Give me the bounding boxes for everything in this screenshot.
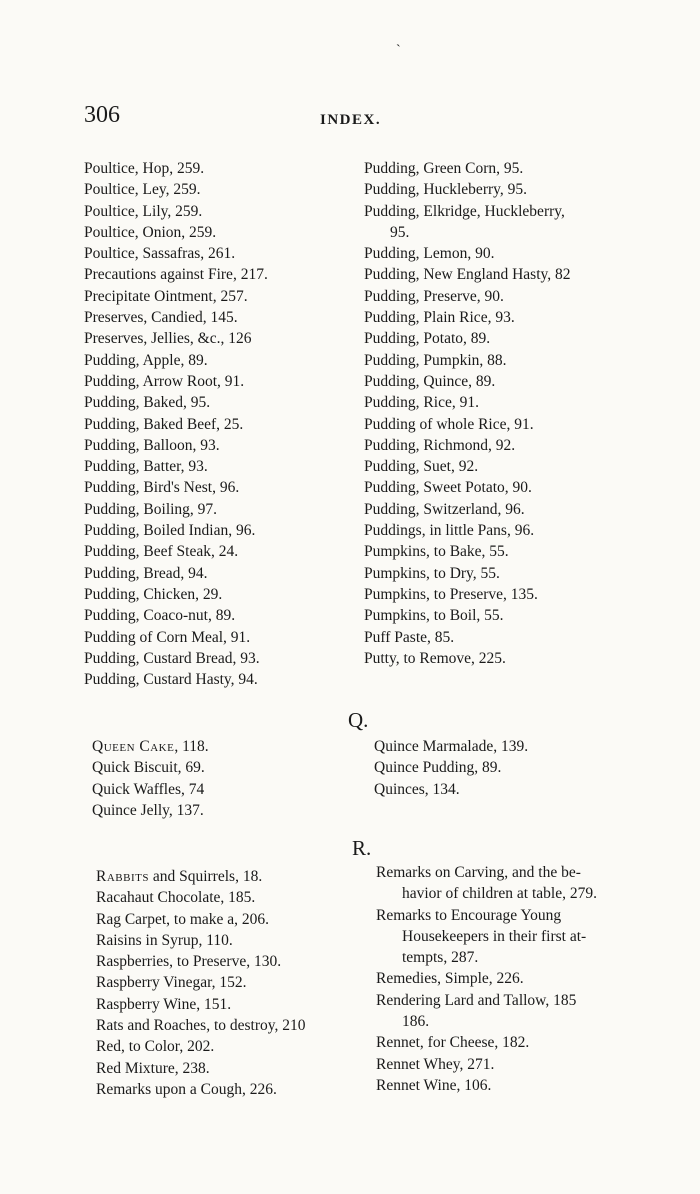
index-entry-continuation: Housekeepers in their first at- bbox=[402, 927, 587, 945]
index-entry: Pudding, Sweet Potato, 90. bbox=[364, 479, 532, 497]
index-entry: Poultice, Onion, 259. bbox=[84, 223, 217, 241]
index-entry: Pudding, Switzerland, 96. bbox=[364, 500, 525, 518]
index-entry: Pudding, New England Hasty, 82 bbox=[364, 266, 571, 284]
index-entry: Pudding, Boiled Indian, 96. bbox=[84, 522, 256, 540]
index-entry: Pudding, Lemon, 90. bbox=[364, 245, 495, 263]
top-mark: ` bbox=[396, 43, 401, 58]
entry-rest: and Squirrels, 18. bbox=[148, 868, 263, 885]
index-entry: Pumpkins, to Dry, 55. bbox=[364, 564, 500, 582]
index-entry: Pumpkins, to Bake, 55. bbox=[364, 543, 509, 561]
index-entry: Pudding, Elkridge, Huckleberry, bbox=[364, 202, 565, 220]
index-entry: Preserves, Jellies, &c., 126 bbox=[84, 330, 252, 348]
index-entry: Pudding, Baked, 95. bbox=[84, 394, 211, 412]
index-entry: Raspberries, to Preserve, 130. bbox=[96, 953, 282, 971]
index-entry: Quince Marmalade, 139. bbox=[374, 738, 529, 755]
index-entry: Pumpkins, to Boil, 55. bbox=[364, 607, 504, 625]
index-entry-continuation: tempts, 287. bbox=[402, 949, 479, 967]
entry-rest: , 118. bbox=[174, 738, 209, 755]
index-entry: Putty, to Remove, 225. bbox=[364, 649, 506, 667]
index-entry: Puddings, in little Pans, 96. bbox=[364, 522, 535, 540]
index-entry: Remarks to Encourage Young bbox=[376, 906, 562, 924]
index-entry: Pudding of whole Rice, 91. bbox=[364, 415, 534, 433]
index-entry: Pudding, Richmond, 92. bbox=[364, 436, 516, 454]
index-entry: Pudding, Green Corn, 95. bbox=[364, 160, 524, 177]
index-entry: Pudding, Boiling, 97. bbox=[84, 500, 218, 518]
index-entry: Pudding, Custard Bread, 93. bbox=[84, 649, 260, 667]
index-entry: Pudding, Bread, 94. bbox=[84, 564, 208, 582]
index-entry bbox=[92, 736, 209, 757]
index-entry: Pudding, Plain Rice, 93. bbox=[364, 309, 515, 327]
index-entry: Poultice, Lily, 259. bbox=[84, 202, 203, 220]
running-head: INDEX. bbox=[320, 112, 382, 128]
index-entry: Quick Biscuit, 69. bbox=[92, 759, 205, 777]
index-entry: Pudding, Beef Steak, 24. bbox=[84, 543, 239, 561]
index-entry: Pudding, Preserve, 90. bbox=[364, 287, 504, 305]
entry-lead: Rabbits bbox=[96, 868, 149, 885]
index-entry: Rats and Roaches, to destroy, 210 bbox=[96, 1017, 306, 1035]
index-entry: Rag Carpet, to make a, 206. bbox=[96, 910, 270, 928]
index-entry: Remedies, Simple, 226. bbox=[376, 970, 524, 988]
section-letter-r: R. bbox=[352, 836, 372, 860]
index-entry: Pudding, Batter, 93. bbox=[84, 458, 208, 476]
index-entry-continuation: 95. bbox=[390, 223, 410, 241]
index-entry: Pudding, Coaco-nut, 89. bbox=[84, 607, 236, 625]
index-entry: Remarks on Carving, and the be- bbox=[376, 864, 581, 881]
index-entry: Pudding, Suet, 92. bbox=[364, 458, 479, 476]
index-entry: Rendering Lard and Tallow, 185 bbox=[376, 991, 577, 1009]
index-entry: Pudding, Apple, 89. bbox=[84, 351, 208, 369]
index-entry: Remarks upon a Cough, 226. bbox=[96, 1080, 277, 1098]
index-entry: Pudding, Bird's Nest, 96. bbox=[84, 479, 240, 497]
index-entry: Quince Pudding, 89. bbox=[374, 759, 502, 777]
index-entry: Quince Jelly, 137. bbox=[92, 801, 204, 819]
index-entry: Rennet, for Cheese, 182. bbox=[376, 1034, 530, 1052]
index-entry: Poultice, Ley, 259. bbox=[84, 181, 201, 199]
index-entry: Raspberry Vinegar, 152. bbox=[96, 974, 247, 992]
index-list-r-left bbox=[96, 866, 306, 1100]
page-number: 306 bbox=[84, 102, 120, 128]
index-list-r-right bbox=[376, 862, 597, 1096]
index-entry: Pudding, Huckleberry, 95. bbox=[364, 181, 528, 199]
index-entry-continuation: 186. bbox=[402, 1013, 430, 1031]
index-list-p-left bbox=[84, 158, 268, 690]
index-entry: Pudding, Potato, 89. bbox=[364, 330, 491, 348]
index-entry: Pumpkins, to Preserve, 135. bbox=[364, 585, 538, 603]
index-entry: Pudding, Chicken, 29. bbox=[84, 585, 223, 603]
index-list-q-left bbox=[92, 736, 209, 821]
index-entry: Raisins in Syrup, 110. bbox=[96, 931, 233, 949]
index-entry: Pudding, Balloon, 93. bbox=[84, 436, 220, 454]
index-entry: Rennet Wine, 106. bbox=[376, 1076, 492, 1094]
section-letter-q: Q. bbox=[348, 708, 369, 732]
index-entry: Red, to Color, 202. bbox=[96, 1038, 215, 1056]
index-entry: Pudding, Quince, 89. bbox=[364, 372, 496, 390]
index-entry: Pudding, Arrow Root, 91. bbox=[84, 372, 245, 390]
index-entry: Quick Waffles, 74 bbox=[92, 780, 205, 798]
index-entry: Precautions against Fire, 217. bbox=[84, 266, 268, 284]
entry-lead: Queen Cake bbox=[92, 738, 175, 755]
index-entry: Red Mixture, 238. bbox=[96, 1059, 210, 1077]
index-list-p-right bbox=[364, 158, 571, 669]
index-entry: Pudding, Pumpkin, 88. bbox=[364, 351, 507, 369]
index-entry: Poultice, Hop, 259. bbox=[84, 160, 205, 177]
index-list-q-right bbox=[374, 736, 528, 800]
index-entry: Quinces, 134. bbox=[374, 780, 460, 798]
index-entry: Pudding of Corn Meal, 91. bbox=[84, 628, 251, 646]
index-entry: Pudding, Custard Hasty, 94. bbox=[84, 671, 258, 689]
index-entry: Rennet Whey, 271. bbox=[376, 1055, 495, 1073]
index-entry-continuation: havior of children at table, 279. bbox=[402, 885, 597, 903]
index-entry: Preserves, Candied, 145. bbox=[84, 309, 238, 327]
index-entry: Precipitate Ointment, 257. bbox=[84, 287, 248, 305]
index-entry: Puff Paste, 85. bbox=[364, 628, 455, 646]
index-entry: Raspberry Wine, 151. bbox=[96, 995, 232, 1013]
index-entry: Poultice, Sassafras, 261. bbox=[84, 245, 236, 263]
index-entry: Pudding, Baked Beef, 25. bbox=[84, 415, 244, 433]
index-entry: Racahaut Chocolate, 185. bbox=[96, 889, 256, 907]
index-entry: Pudding, Rice, 91. bbox=[364, 394, 479, 412]
index-entry bbox=[96, 866, 306, 887]
